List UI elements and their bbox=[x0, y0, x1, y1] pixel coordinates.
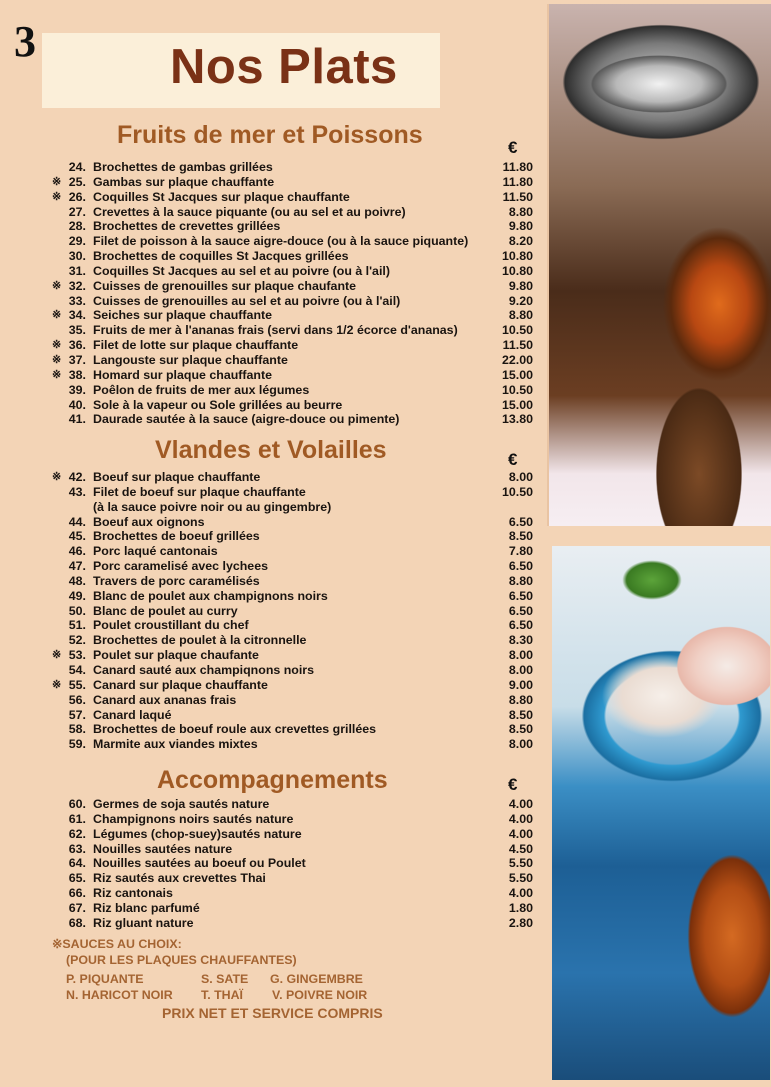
item-name: Légumes (chop-suey)sautés nature bbox=[93, 826, 302, 841]
item-number: 26. bbox=[68, 189, 86, 204]
item-name: Blanc de poulet aux champignons noirs bbox=[93, 588, 328, 603]
menu-item bbox=[40, 886, 535, 901]
item-price: 10.50 bbox=[501, 323, 533, 338]
menu-item bbox=[40, 559, 535, 574]
item-price: 10.80 bbox=[501, 249, 533, 264]
item-name: Homard sur plaque chauffante bbox=[93, 367, 273, 382]
menu-item bbox=[40, 219, 535, 234]
menu-item bbox=[40, 618, 535, 633]
item-price: 4.00 bbox=[508, 797, 533, 811]
sauce-option: S. SATE bbox=[201, 972, 249, 986]
item-number: 34. bbox=[68, 308, 86, 323]
menu-item bbox=[40, 279, 535, 294]
item-number: 59. bbox=[68, 737, 86, 752]
menu-item bbox=[40, 856, 535, 871]
item-number: 63. bbox=[68, 841, 86, 856]
sauce-option: V. POIVRE NOIR bbox=[272, 988, 368, 1002]
item-name: Cuisses de grenouilles au sel et au poivre (ou à l'ail) bbox=[93, 293, 401, 308]
item-name: Coquilles St Jacques au sel et au poivre (ou à l'ail) bbox=[93, 263, 390, 278]
star-marker: ※ bbox=[52, 353, 62, 366]
item-number: 45. bbox=[68, 529, 86, 544]
item-number: 64. bbox=[68, 856, 86, 871]
item-number: 66. bbox=[68, 886, 86, 901]
item-number: 57. bbox=[68, 707, 86, 722]
item-price: 15.00 bbox=[501, 397, 533, 412]
item-name: Cuisses de grenouilles sur plaque chaufante bbox=[93, 278, 357, 293]
star-marker: ※ bbox=[52, 190, 62, 203]
item-price: 2.80 bbox=[508, 915, 533, 930]
menu-item bbox=[40, 722, 535, 737]
item-number: 52. bbox=[68, 633, 86, 648]
item-name: Boeuf aux oignons bbox=[93, 514, 205, 529]
item-price: 9.80 bbox=[508, 278, 533, 293]
item-number: 58. bbox=[68, 722, 86, 737]
item-name: Nouilles sautées au boeuf ou Poulet bbox=[93, 856, 306, 871]
item-number: 50. bbox=[68, 603, 86, 618]
menu-item bbox=[40, 574, 535, 589]
menu-item bbox=[40, 589, 535, 604]
item-number: 38. bbox=[68, 367, 86, 382]
menu-item bbox=[40, 175, 535, 190]
menu-list-meat bbox=[40, 470, 535, 752]
item-price: 5.50 bbox=[508, 871, 533, 886]
item-name: Crevettes à la sauce piquante (ou au sel et au poivre) bbox=[93, 204, 406, 219]
item-name: Filet de lotte sur plaque chauffante bbox=[93, 338, 299, 353]
page-number: 3 bbox=[14, 17, 36, 66]
item-name: Fruits de mer à l'ananas frais (servi dans 1/2 écorce d'ananas) bbox=[93, 323, 458, 338]
menu-item bbox=[40, 323, 535, 338]
menu-item bbox=[40, 693, 535, 708]
item-name: Canard sur plaque chauffante bbox=[93, 677, 268, 692]
item-number: 29. bbox=[68, 234, 86, 249]
item-number: 49. bbox=[68, 588, 86, 603]
star-marker: ※ bbox=[52, 175, 62, 188]
sauces-subheading: (POUR LES PLAQUES CHAUFFANTES) bbox=[66, 953, 297, 967]
currency-symbol: € bbox=[508, 450, 518, 469]
item-price: 8.30 bbox=[508, 633, 533, 648]
menu-item bbox=[40, 368, 535, 383]
item-price: 8.50 bbox=[508, 707, 533, 722]
item-price: 4.00 bbox=[508, 826, 533, 841]
menu-item bbox=[40, 812, 535, 827]
menu-item bbox=[40, 500, 535, 515]
item-number: 65. bbox=[68, 871, 86, 886]
dish-photo-hot-plate bbox=[547, 4, 771, 526]
item-price: 8.20 bbox=[508, 234, 533, 249]
herb-garnish bbox=[622, 560, 682, 600]
menu-item bbox=[40, 160, 535, 175]
menu-item bbox=[40, 604, 535, 619]
footer-note: PRIX NET ET SERVICE COMPRIS bbox=[162, 1005, 383, 1021]
sauces-heading: ※SAUCES AU CHOIX: bbox=[52, 937, 182, 951]
item-number: 31. bbox=[68, 263, 86, 278]
item-price: 9.80 bbox=[508, 219, 533, 234]
item-number: 28. bbox=[68, 219, 86, 234]
item-name: Coquilles St Jacques sur plaque chauffante bbox=[93, 189, 350, 204]
item-price: 9.20 bbox=[508, 293, 533, 308]
menu-item bbox=[40, 470, 535, 485]
item-price: 8.80 bbox=[508, 573, 533, 588]
menu-item bbox=[40, 338, 535, 353]
item-number: 40. bbox=[68, 397, 86, 412]
item-price: 8.80 bbox=[508, 308, 533, 323]
item-number: 46. bbox=[68, 544, 86, 559]
menu-item bbox=[40, 797, 535, 812]
item-price: 8.00 bbox=[508, 470, 533, 484]
item-price: 7.80 bbox=[508, 544, 533, 559]
item-name: Filet de boeuf sur plaque chauffante bbox=[93, 484, 306, 499]
item-price: 10.50 bbox=[501, 484, 533, 499]
item-price: 6.50 bbox=[508, 514, 533, 529]
item-price: 4.00 bbox=[508, 811, 533, 826]
item-name: Boeuf sur plaque chauffante bbox=[93, 470, 261, 484]
item-price: 4.50 bbox=[508, 841, 533, 856]
item-price: 10.50 bbox=[501, 382, 533, 397]
item-name: Nouilles sautées nature bbox=[93, 841, 233, 856]
section-heading-seafood: Fruits de mer et Poissons bbox=[117, 121, 423, 149]
item-price: 13.80 bbox=[501, 412, 533, 427]
item-number: 47. bbox=[68, 559, 86, 574]
item-price: 22.00 bbox=[501, 352, 533, 367]
menu-item bbox=[40, 871, 535, 886]
item-price: 8.80 bbox=[508, 692, 533, 707]
item-number: 33. bbox=[68, 293, 86, 308]
item-number: 55. bbox=[68, 677, 86, 692]
menu-item bbox=[40, 205, 535, 220]
item-name: Porc caramelisé avec lychees bbox=[93, 559, 268, 574]
item-price: 11.50 bbox=[502, 189, 533, 204]
item-price: 6.50 bbox=[508, 618, 533, 633]
item-name: Brochettes de coquilles St Jacques grillées bbox=[93, 249, 349, 264]
item-number: 48. bbox=[68, 573, 86, 588]
item-price: 1.80 bbox=[508, 900, 533, 915]
item-name: Poulet croustillant du chef bbox=[93, 618, 249, 633]
item-name: Brochettes de gambas grillées bbox=[93, 160, 273, 174]
star-marker: ※ bbox=[52, 368, 62, 381]
menu-item bbox=[40, 648, 535, 663]
item-number: 24. bbox=[68, 160, 86, 174]
menu-item bbox=[40, 485, 535, 500]
item-name: Poêlon de fruits de mer aux légumes bbox=[93, 382, 310, 397]
section-heading-sides: Accompagnements bbox=[157, 766, 388, 794]
item-name: Porc laqué cantonais bbox=[93, 544, 218, 559]
menu-item bbox=[40, 663, 535, 678]
menu-item bbox=[40, 544, 535, 559]
item-number: 62. bbox=[68, 826, 86, 841]
menu-item bbox=[40, 249, 535, 264]
item-price: 6.50 bbox=[508, 603, 533, 618]
item-name: Brochettes de boeuf roule aux crevettes grillées bbox=[93, 722, 377, 737]
item-price: 11.80 bbox=[502, 174, 533, 189]
item-number: 39. bbox=[68, 382, 86, 397]
item-name: Canard aux ananas frais bbox=[93, 692, 237, 707]
item-name: Canard laqué bbox=[93, 707, 172, 722]
star-marker: ※ bbox=[52, 309, 62, 322]
item-price: 9.00 bbox=[508, 677, 533, 692]
item-number: 44. bbox=[68, 514, 86, 529]
item-number: 37. bbox=[68, 352, 86, 367]
item-number: 60. bbox=[68, 797, 86, 811]
menu-item bbox=[40, 234, 535, 249]
item-number: 56. bbox=[68, 692, 86, 707]
menu-item bbox=[40, 842, 535, 857]
item-price: 4.00 bbox=[508, 886, 533, 901]
item-price: 8.00 bbox=[508, 737, 533, 752]
currency-symbol: € bbox=[508, 775, 518, 794]
star-marker: ※ bbox=[52, 649, 62, 662]
menu-item bbox=[40, 412, 535, 427]
menu-item bbox=[40, 294, 535, 309]
item-price: 8.80 bbox=[508, 204, 533, 219]
sauce-option: N. HARICOT NOIR bbox=[66, 988, 173, 1002]
item-name: Poulet sur plaque chaufante bbox=[93, 648, 259, 663]
star-marker: ※ bbox=[52, 279, 62, 292]
item-name: Riz cantonais bbox=[93, 886, 173, 901]
menu-item bbox=[40, 353, 535, 368]
item-number: 54. bbox=[68, 662, 86, 677]
item-number: 32. bbox=[68, 278, 86, 293]
item-name: Daurade sautée à la sauce (aigre-douce ou pimente) bbox=[93, 412, 400, 427]
item-number: 36. bbox=[68, 338, 86, 353]
star-marker: ※ bbox=[52, 471, 62, 483]
item-price: 11.80 bbox=[502, 160, 533, 174]
menu-item bbox=[40, 901, 535, 916]
item-name: Champignons noirs sautés nature bbox=[93, 811, 294, 826]
item-name: Riz sautés aux crevettes Thai bbox=[93, 871, 266, 886]
item-number: 43. bbox=[68, 484, 86, 499]
item-number: 41. bbox=[68, 412, 86, 427]
item-name: Travers de porc caramélisés bbox=[93, 573, 260, 588]
item-price: 10.80 bbox=[501, 263, 533, 278]
currency-symbol: € bbox=[508, 138, 518, 157]
item-name: Sole à la vapeur ou Sole grillées au beurre bbox=[93, 397, 343, 412]
star-marker: ※ bbox=[52, 339, 62, 352]
item-name: Riz gluant nature bbox=[93, 915, 194, 930]
item-name: Riz blanc parfumé bbox=[93, 900, 200, 915]
item-number: 42. bbox=[68, 470, 86, 484]
item-name: Canard sauté aux champiqnons noirs bbox=[93, 662, 315, 677]
menu-item bbox=[40, 737, 535, 752]
item-name: Seiches sur plaque chauffante bbox=[93, 308, 273, 323]
item-price: 6.50 bbox=[508, 559, 533, 574]
item-name: Filet de poisson à la sauce aigre-douce (ou à la sauce piquante) bbox=[93, 234, 469, 249]
item-number: 67. bbox=[68, 900, 86, 915]
item-number: 30. bbox=[68, 249, 86, 264]
item-price: 15.00 bbox=[501, 367, 533, 382]
menu-list-sides bbox=[40, 797, 535, 931]
title-banner bbox=[42, 33, 440, 108]
item-price: 8.50 bbox=[508, 722, 533, 737]
menu-item bbox=[40, 916, 535, 931]
item-number: 35. bbox=[68, 323, 86, 338]
page-title: Nos Plats bbox=[170, 40, 398, 94]
item-name: Brochettes de poulet à la citronnelle bbox=[93, 633, 307, 648]
star-marker: ※ bbox=[52, 678, 62, 691]
dish-photo-rice-bowl bbox=[552, 546, 770, 1080]
menu-item bbox=[40, 678, 535, 693]
sauce-option: T. THAÏ bbox=[201, 988, 243, 1002]
menu-item bbox=[40, 633, 535, 648]
item-number: 61. bbox=[68, 811, 86, 826]
sauce-option: G. GINGEMBRE bbox=[270, 972, 363, 986]
item-price: 8.00 bbox=[508, 648, 533, 663]
item-number: 27. bbox=[68, 204, 86, 219]
item-name: (à la sauce poivre noir ou au gingembre) bbox=[93, 499, 332, 514]
item-price: 8.00 bbox=[508, 662, 533, 677]
item-name: Brochettes de crevettes grillées bbox=[93, 219, 281, 234]
item-number: 53. bbox=[68, 648, 86, 663]
item-price: 5.50 bbox=[508, 856, 533, 871]
menu-item bbox=[40, 383, 535, 398]
menu-item bbox=[40, 529, 535, 544]
menu-item bbox=[40, 515, 535, 530]
menu-item bbox=[40, 308, 535, 323]
item-name: Brochettes de boeuf grillées bbox=[93, 529, 260, 544]
item-name: Gambas sur plaque chauffante bbox=[93, 174, 275, 189]
item-number: 51. bbox=[68, 618, 86, 633]
item-name: Langouste sur plaque chauffante bbox=[93, 352, 288, 367]
item-price: 11.50 bbox=[502, 338, 533, 353]
item-number: 68. bbox=[68, 915, 86, 930]
section-heading-meat: Vlandes et Volailles bbox=[155, 436, 387, 464]
item-price: 6.50 bbox=[508, 588, 533, 603]
item-price: 8.50 bbox=[508, 529, 533, 544]
menu-item bbox=[40, 264, 535, 279]
item-name: Germes de soja sautés nature bbox=[93, 797, 270, 811]
menu-item bbox=[40, 708, 535, 723]
menu-item bbox=[40, 398, 535, 413]
menu-item bbox=[40, 827, 535, 842]
item-name: Marmite aux viandes mixtes bbox=[93, 737, 258, 752]
sauce-option: P. PIQUANTE bbox=[66, 972, 144, 986]
item-number: 25. bbox=[68, 174, 86, 189]
menu-list-seafood bbox=[40, 160, 535, 427]
item-name: Blanc de poulet au curry bbox=[93, 603, 238, 618]
menu-item bbox=[40, 190, 535, 205]
